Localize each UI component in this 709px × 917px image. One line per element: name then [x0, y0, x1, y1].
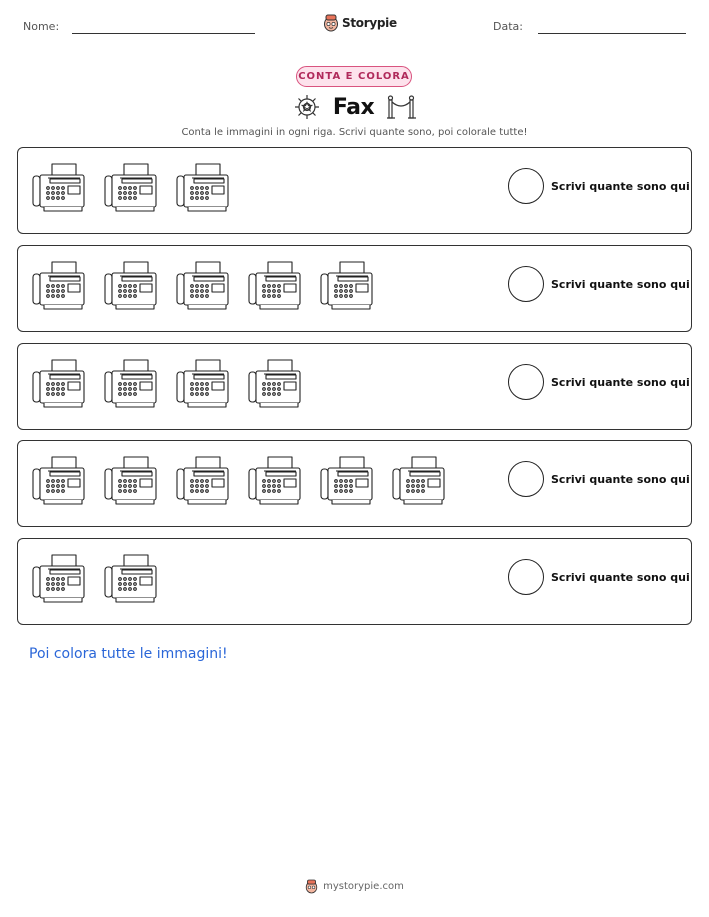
name-field-line[interactable]: [72, 33, 255, 34]
fax-machine-icon: [30, 553, 86, 605]
gear-icon: [293, 93, 321, 121]
fax-machine-icon: [30, 260, 86, 312]
fax-machine-icon: [390, 455, 446, 507]
icon-group: [30, 455, 446, 507]
fax-machine-icon: [174, 162, 230, 214]
fax-machine-icon: [102, 162, 158, 214]
fax-machine-icon: [246, 358, 302, 410]
fax-machine-icon: [318, 260, 374, 312]
color-instruction: Poi colora tutte le immagini!: [29, 646, 228, 662]
fax-machine-icon: [174, 260, 230, 312]
icon-group: [30, 358, 302, 410]
count-row-5: [17, 538, 692, 625]
fax-machine-icon: [102, 455, 158, 507]
brand-name: Storypie: [342, 16, 397, 30]
site-url[interactable]: mystorypie.com: [323, 881, 404, 892]
fax-machine-icon: [30, 455, 86, 507]
answer-label: Scrivi quante sono qui: [551, 571, 690, 584]
icon-group: [30, 162, 230, 214]
count-row-2: [17, 245, 692, 332]
answer-circle[interactable]: [508, 266, 544, 302]
site-footer: [0, 879, 709, 894]
answer-circle[interactable]: [508, 559, 544, 595]
page-title: Fax: [332, 94, 375, 120]
date-label: Data:: [493, 20, 523, 33]
fax-machine-icon: [246, 455, 302, 507]
activity-badge: CONTA E COLORA: [296, 66, 412, 87]
fax-machine-icon: [102, 358, 158, 410]
answer-label: Scrivi quante sono qui: [551, 278, 690, 291]
title-row: [0, 92, 709, 122]
count-row-3: [17, 343, 692, 430]
answer-circle[interactable]: [508, 364, 544, 400]
date-field-line[interactable]: [538, 33, 686, 34]
name-label: Nome:: [23, 20, 60, 33]
answer-label: Scrivi quante sono qui: [551, 180, 690, 193]
answer-label: Scrivi quante sono qui: [551, 376, 690, 389]
fax-machine-icon: [318, 455, 374, 507]
fax-machine-icon: [102, 553, 158, 605]
fax-machine-icon: [102, 260, 158, 312]
fax-machine-icon: [174, 455, 230, 507]
fax-machine-icon: [30, 358, 86, 410]
icon-group: [30, 260, 374, 312]
fax-machine-icon: [174, 358, 230, 410]
count-row-1: [17, 147, 692, 234]
storypie-mascot-icon: [305, 879, 318, 894]
answer-label: Scrivi quante sono qui: [551, 473, 690, 486]
count-row-4: [17, 440, 692, 527]
fax-machine-icon: [30, 162, 86, 214]
answer-circle[interactable]: [508, 461, 544, 497]
instructions: Conta le immagini in ogni riga. Scrivi quante sono, poi colorale tutte!: [181, 127, 528, 138]
fax-machine-icon: [246, 260, 302, 312]
rope-barrier-icon: [386, 94, 416, 120]
answer-circle[interactable]: [508, 168, 544, 204]
icon-group: [30, 553, 158, 605]
brand-logo: [323, 13, 397, 33]
storypie-mascot-icon: [323, 14, 339, 32]
